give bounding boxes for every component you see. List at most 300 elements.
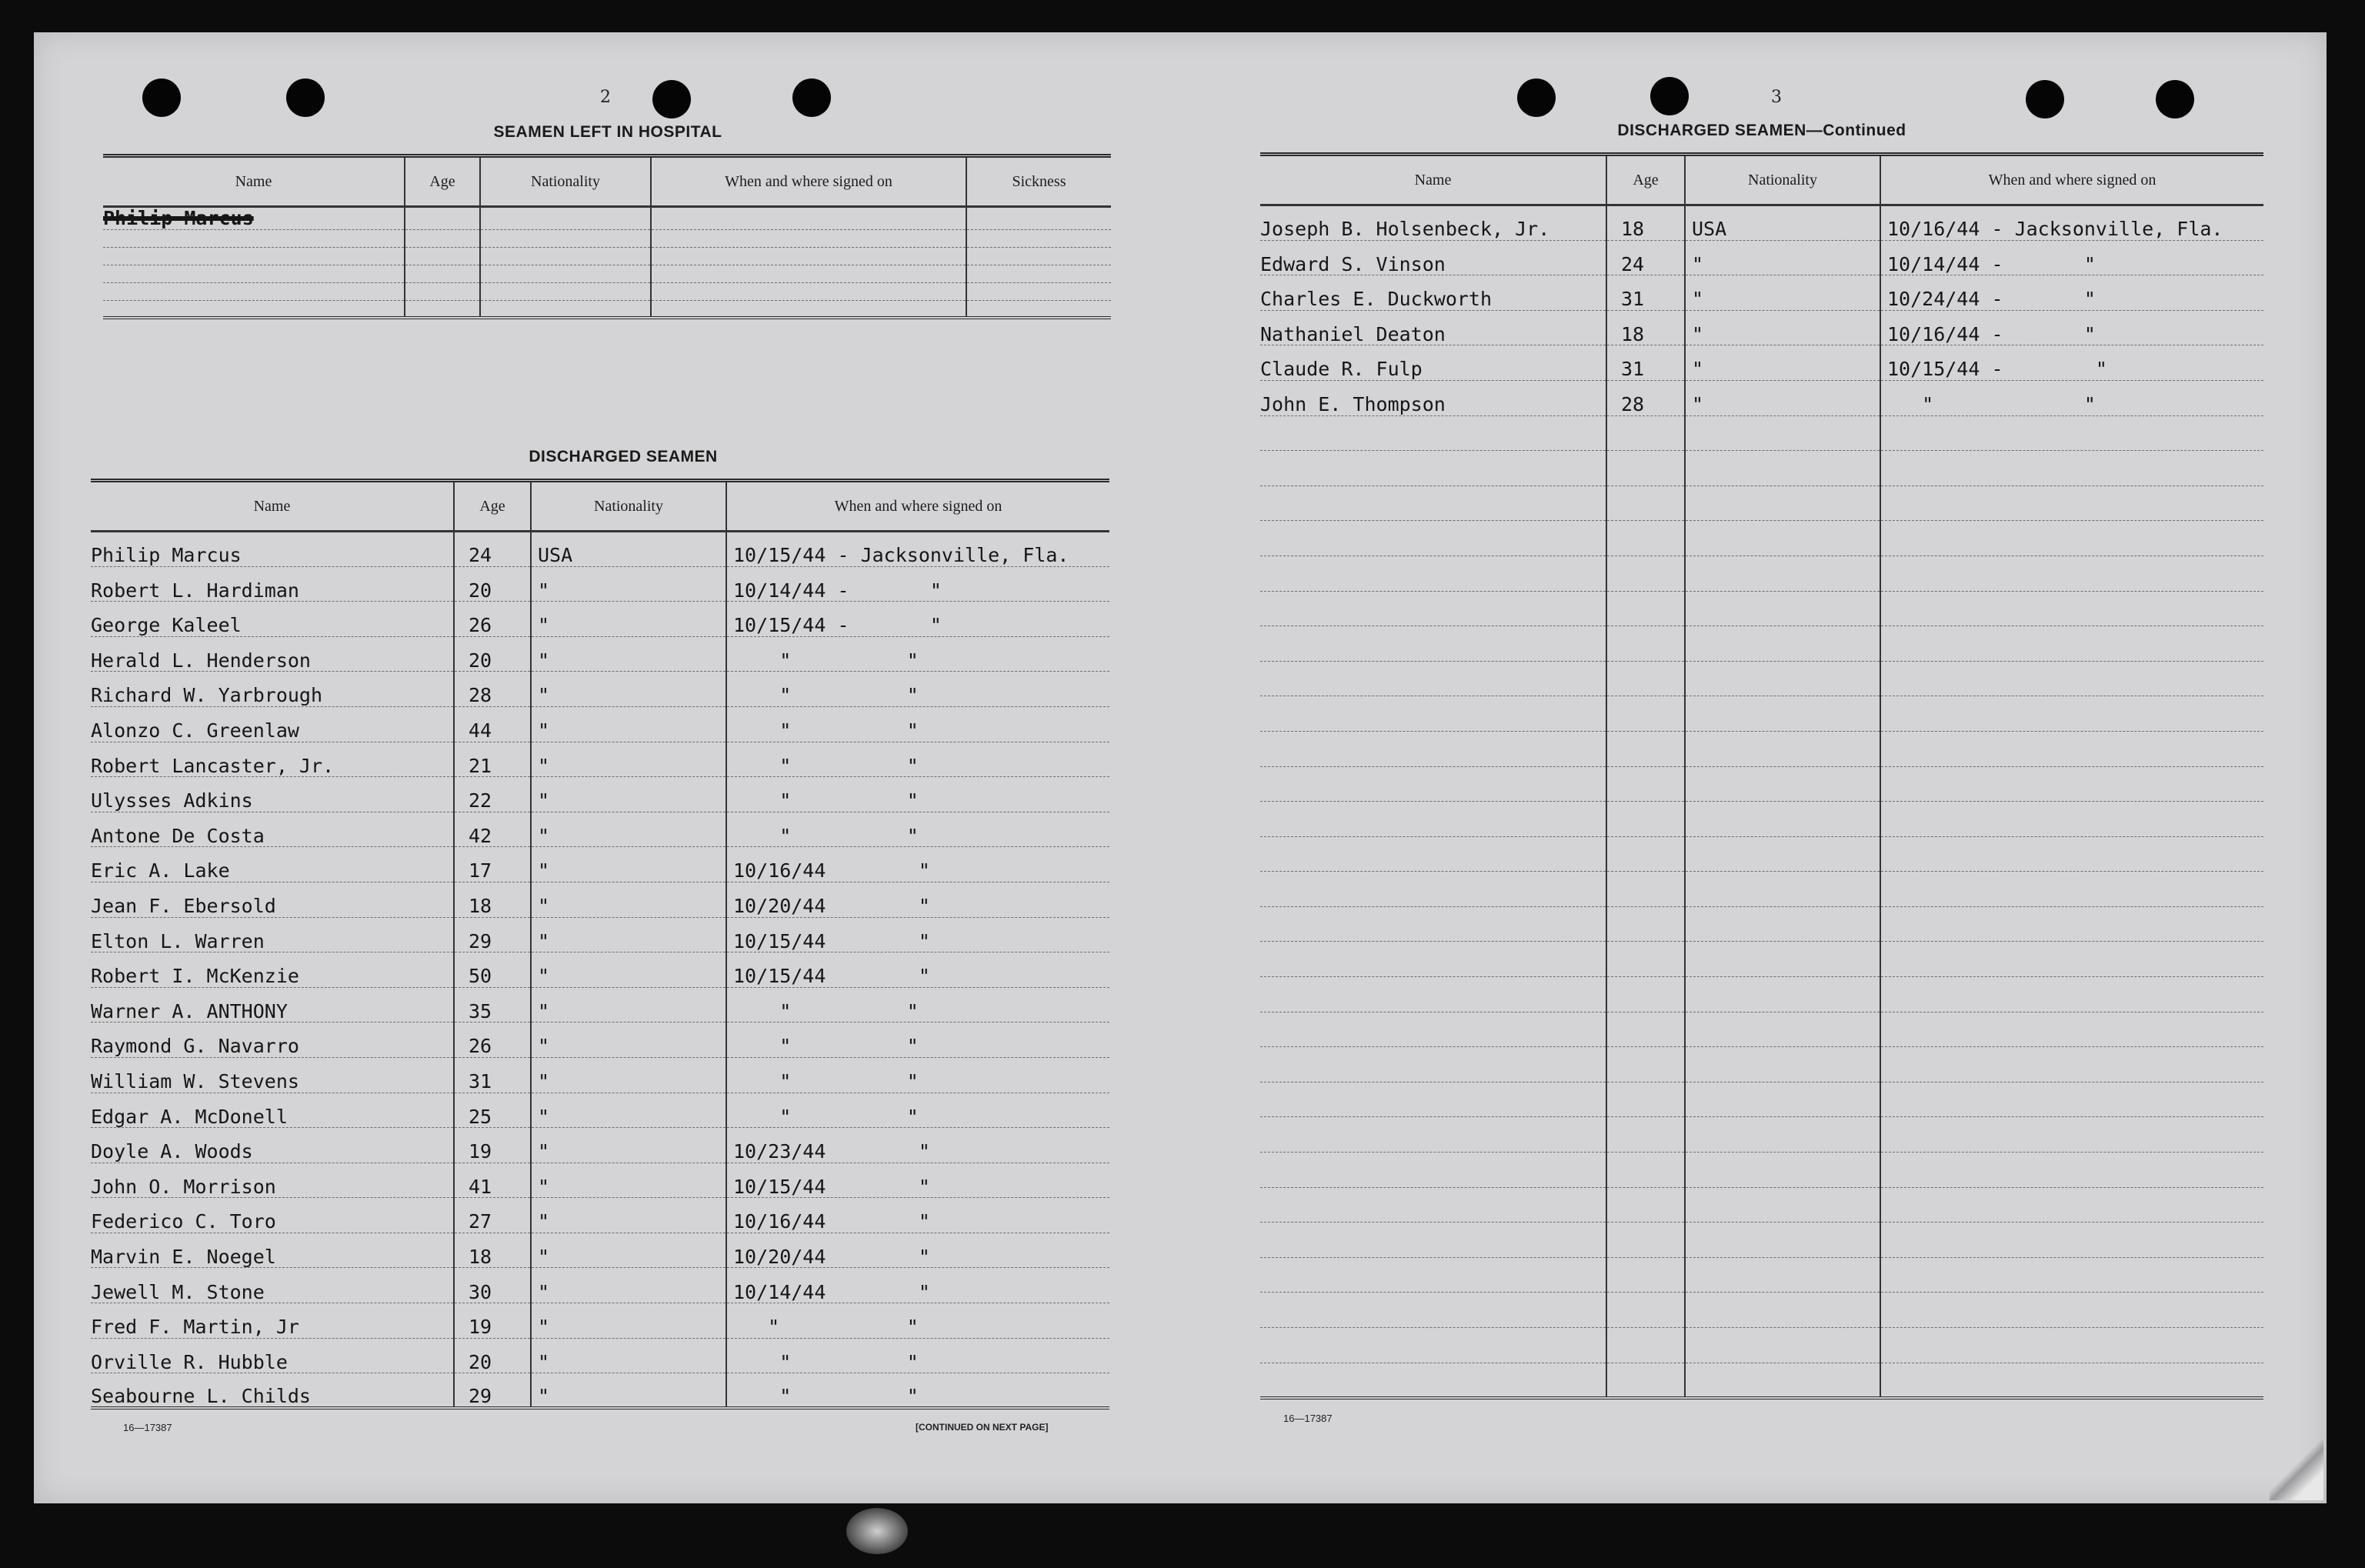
name-cell xyxy=(1260,942,1606,977)
name-cell xyxy=(1260,591,1606,626)
name-cell xyxy=(1260,802,1606,837)
table-row xyxy=(1260,1117,2263,1153)
age-cell: 20 xyxy=(454,636,531,672)
name-cell: Edward S. Vinson xyxy=(1260,240,1606,275)
binder-hole xyxy=(2026,80,2064,118)
nationality-cell xyxy=(1685,415,1880,451)
nationality-cell: " xyxy=(1685,310,1880,345)
table-row xyxy=(1260,1153,2263,1188)
nationality-cell: " xyxy=(531,1057,726,1093)
nationality-cell: USA xyxy=(1685,205,1880,241)
name-cell xyxy=(1260,485,1606,521)
table-row xyxy=(1260,1187,2263,1223)
name-cell xyxy=(1260,1012,1606,1047)
age-cell: 29 xyxy=(454,1373,531,1409)
table-row xyxy=(91,987,1109,1023)
age-cell: 44 xyxy=(454,706,531,742)
age-cell: 20 xyxy=(454,566,531,602)
table-row xyxy=(1260,1363,2263,1398)
age-cell: 26 xyxy=(454,1023,531,1058)
signed-on-cell: 10/16/44 - Jacksonville, Fla. xyxy=(1880,205,2263,241)
signed-on-cell xyxy=(1880,1187,2263,1223)
name-cell: John O. Morrison xyxy=(91,1163,454,1198)
name-cell xyxy=(103,229,405,247)
nationality-cell: " xyxy=(531,1093,726,1128)
name-cell xyxy=(103,247,405,265)
nationality-cell xyxy=(480,247,651,265)
name-cell: Federico C. Toro xyxy=(91,1198,454,1233)
signed-on-cell: 10/20/44 " xyxy=(726,882,1109,917)
age-cell xyxy=(1606,451,1685,486)
table-row xyxy=(91,672,1109,707)
signed-on-cell: 10/15/44 - " xyxy=(1880,345,2263,381)
signed-on-cell xyxy=(1880,521,2263,556)
table-row xyxy=(1260,626,2263,662)
age-cell: 50 xyxy=(454,952,531,988)
age-cell: 17 xyxy=(454,847,531,882)
nationality-cell xyxy=(480,300,651,318)
name-cell xyxy=(1260,555,1606,591)
discharged-table xyxy=(91,479,1109,1410)
name-cell: Claude R. Fulp xyxy=(1260,345,1606,381)
sickness-cell xyxy=(966,282,1111,300)
age-cell xyxy=(1606,696,1685,732)
name-cell: John E. Thompson xyxy=(1260,380,1606,415)
signed-on-cell: " " xyxy=(726,777,1109,812)
table-row xyxy=(1260,345,2263,381)
name-cell: Robert L. Hardiman xyxy=(91,566,454,602)
name-cell: Robert I. McKenzie xyxy=(91,952,454,988)
name-cell: George Kaleel xyxy=(91,602,454,637)
discharged-continued-table xyxy=(1260,152,2263,1400)
name-cell: Edgar A. McDonell xyxy=(91,1093,454,1128)
age-cell xyxy=(1606,1223,1685,1258)
table-row xyxy=(1260,521,2263,556)
table-row xyxy=(103,300,1111,318)
binder-hole xyxy=(792,78,831,117)
signed-on-cell: 10/24/44 - " xyxy=(1880,275,2263,311)
age-cell xyxy=(405,265,480,282)
age-cell xyxy=(1606,661,1685,696)
nationality-cell: " xyxy=(531,1163,726,1198)
nationality-cell: " xyxy=(531,1233,726,1268)
age-cell: 18 xyxy=(454,882,531,917)
nationality-cell xyxy=(1685,1047,1880,1083)
signed-on-cell xyxy=(1880,802,2263,837)
nationality-cell xyxy=(1685,906,1880,942)
nationality-cell xyxy=(1685,451,1880,486)
table-row xyxy=(91,602,1109,637)
signed-on-cell xyxy=(1880,591,2263,626)
nationality-cell xyxy=(1685,1082,1880,1117)
column-header-signed-on: When and where signed on xyxy=(651,156,966,207)
signed-on-cell xyxy=(1880,1153,2263,1188)
name-cell xyxy=(1260,1293,1606,1328)
name-cell xyxy=(1260,415,1606,451)
name-cell: Philip Marcus xyxy=(91,532,454,567)
signed-on-cell: " " xyxy=(726,1057,1109,1093)
table-row xyxy=(91,566,1109,602)
age-cell xyxy=(1606,1117,1685,1153)
scan-artifact xyxy=(846,1508,908,1554)
table-row xyxy=(1260,731,2263,766)
age-cell xyxy=(405,207,480,230)
signed-on-cell: " " xyxy=(726,1093,1109,1128)
age-cell: 31 xyxy=(1606,345,1685,381)
signed-on-cell xyxy=(1880,485,2263,521)
table-header-row xyxy=(1260,155,2263,205)
signed-on-cell: " " xyxy=(726,636,1109,672)
name-cell xyxy=(103,300,405,318)
name-cell xyxy=(103,265,405,282)
table-row xyxy=(1260,872,2263,907)
table-row xyxy=(1260,696,2263,732)
nationality-cell xyxy=(1685,872,1880,907)
page-number-right: 3 xyxy=(1771,88,1782,107)
age-cell xyxy=(1606,906,1685,942)
table-row xyxy=(91,952,1109,988)
name-cell: Richard W. Yarbrough xyxy=(91,672,454,707)
sickness-cell xyxy=(966,247,1111,265)
nationality-cell: " xyxy=(531,1373,726,1409)
name-cell: Elton L. Warren xyxy=(91,917,454,952)
name-cell: Joseph B. Holsenbeck, Jr. xyxy=(1260,205,1606,241)
age-cell: 24 xyxy=(454,532,531,567)
table-row xyxy=(1260,555,2263,591)
signed-on-cell xyxy=(1880,451,2263,486)
table-row xyxy=(1260,1223,2263,1258)
name-cell: Ulysses Adkins xyxy=(91,777,454,812)
name-cell: Jean F. Ebersold xyxy=(91,882,454,917)
table-row xyxy=(91,1128,1109,1163)
binder-hole xyxy=(2156,80,2194,118)
column-header-age: Age xyxy=(454,481,531,532)
table-row xyxy=(91,882,1109,917)
table-row xyxy=(91,777,1109,812)
table-row xyxy=(1260,1328,2263,1363)
nationality-cell: " xyxy=(531,1338,726,1373)
nationality-cell: " xyxy=(531,1303,726,1339)
age-cell: 29 xyxy=(454,917,531,952)
nationality-cell xyxy=(1685,1187,1880,1223)
nationality-cell: " xyxy=(531,636,726,672)
column-header-age: Age xyxy=(405,156,480,207)
signed-on-cell: 10/20/44 " xyxy=(726,1233,1109,1268)
name-cell: Charles E. Duckworth xyxy=(1260,275,1606,311)
nationality-cell xyxy=(1685,1223,1880,1258)
age-cell xyxy=(1606,415,1685,451)
table-row xyxy=(1260,977,2263,1013)
signed-on-cell xyxy=(1880,1223,2263,1258)
age-cell xyxy=(1606,626,1685,662)
nationality-cell: " xyxy=(1685,345,1880,381)
name-cell xyxy=(1260,906,1606,942)
table-row xyxy=(91,812,1109,847)
age-cell: 26 xyxy=(454,602,531,637)
age-cell: 21 xyxy=(454,742,531,777)
table-row xyxy=(1260,205,2263,241)
signed-on-cell: 10/15/44 " xyxy=(726,917,1109,952)
name-cell: Doyle A. Woods xyxy=(91,1128,454,1163)
age-cell xyxy=(1606,802,1685,837)
page-number-left: 2 xyxy=(600,88,611,107)
name-cell: William W. Stevens xyxy=(91,1057,454,1093)
name-cell: Eric A. Lake xyxy=(91,847,454,882)
signed-on-cell xyxy=(1880,661,2263,696)
name-cell: Warner A. ANTHONY xyxy=(91,987,454,1023)
column-header-nationality: Nationality xyxy=(1685,155,1880,205)
name-cell: Fred F. Martin, Jr xyxy=(91,1303,454,1339)
name-cell xyxy=(1260,661,1606,696)
column-header-age: Age xyxy=(1606,155,1685,205)
table-row xyxy=(1260,240,2263,275)
table-row xyxy=(103,229,1111,247)
nationality-cell xyxy=(1685,1328,1880,1363)
age-cell: 28 xyxy=(1606,380,1685,415)
nationality-cell: " xyxy=(531,672,726,707)
nationality-cell: " xyxy=(1685,380,1880,415)
age-cell xyxy=(1606,942,1685,977)
table-row xyxy=(91,1373,1109,1409)
name-cell xyxy=(1260,1082,1606,1117)
age-cell: 41 xyxy=(454,1163,531,1198)
nationality-cell: " xyxy=(531,777,726,812)
table-row xyxy=(1260,661,2263,696)
nationality-cell xyxy=(1685,1257,1880,1293)
binder-hole xyxy=(286,78,325,117)
name-cell xyxy=(1260,696,1606,732)
table-row xyxy=(91,1023,1109,1058)
nationality-cell xyxy=(1685,1293,1880,1328)
table-row xyxy=(91,1057,1109,1093)
age-cell xyxy=(1606,766,1685,802)
signed-on-cell xyxy=(1880,626,2263,662)
age-cell: 35 xyxy=(454,987,531,1023)
nationality-cell xyxy=(1685,555,1880,591)
table-row xyxy=(1260,591,2263,626)
nationality-cell: " xyxy=(531,742,726,777)
age-cell xyxy=(1606,1082,1685,1117)
nationality-cell xyxy=(1685,485,1880,521)
name-cell xyxy=(103,282,405,300)
table-row xyxy=(103,265,1111,282)
age-cell xyxy=(1606,977,1685,1013)
table-row xyxy=(91,1163,1109,1198)
signed-on-cell xyxy=(651,265,966,282)
age-cell xyxy=(1606,872,1685,907)
nationality-cell xyxy=(1685,1012,1880,1047)
nationality-cell: " xyxy=(531,566,726,602)
nationality-cell xyxy=(1685,942,1880,977)
hospital-table xyxy=(103,154,1111,319)
age-cell: 30 xyxy=(454,1268,531,1303)
signed-on-cell: 10/14/44 - " xyxy=(1880,240,2263,275)
table-row xyxy=(91,847,1109,882)
nationality-cell xyxy=(1685,1153,1880,1188)
nationality-cell: " xyxy=(531,917,726,952)
table-row xyxy=(1260,942,2263,977)
table-row xyxy=(1260,1012,2263,1047)
signed-on-cell: 10/15/44 " xyxy=(726,952,1109,988)
sickness-cell xyxy=(966,265,1111,282)
nationality-cell xyxy=(1685,661,1880,696)
table-row xyxy=(1260,415,2263,451)
table-row xyxy=(91,1268,1109,1303)
signed-on-cell xyxy=(651,247,966,265)
table-header-row xyxy=(91,481,1109,532)
signed-on-cell: " " xyxy=(726,706,1109,742)
signed-on-cell: 10/16/44 - " xyxy=(1880,310,2263,345)
nationality-cell xyxy=(480,207,651,230)
continued-note: [CONTINUED ON NEXT PAGE] xyxy=(916,1422,1049,1433)
signed-on-cell: 10/15/44 " xyxy=(726,1163,1109,1198)
table-row xyxy=(91,636,1109,672)
age-cell xyxy=(405,247,480,265)
signed-on-cell xyxy=(1880,1047,2263,1083)
signed-on-cell xyxy=(1880,872,2263,907)
table-row xyxy=(103,247,1111,265)
signed-on-cell xyxy=(1880,731,2263,766)
signed-on-cell xyxy=(1880,1012,2263,1047)
signed-on-cell: 10/14/44 " xyxy=(726,1268,1109,1303)
nationality-cell: " xyxy=(531,1128,726,1163)
name-cell xyxy=(1260,1363,1606,1398)
name-cell: Nathaniel Deaton xyxy=(1260,310,1606,345)
table-row xyxy=(91,1093,1109,1128)
nationality-cell xyxy=(1685,731,1880,766)
signed-on-cell xyxy=(1880,696,2263,732)
name-cell xyxy=(1260,1117,1606,1153)
age-cell: 18 xyxy=(1606,310,1685,345)
age-cell xyxy=(1606,1047,1685,1083)
signed-on-cell: " " xyxy=(726,672,1109,707)
signed-on-cell: " " xyxy=(726,987,1109,1023)
table-row xyxy=(91,1338,1109,1373)
signed-on-cell: " " xyxy=(1880,380,2263,415)
nationality-cell xyxy=(1685,521,1880,556)
age-cell: 28 xyxy=(454,672,531,707)
signed-on-cell xyxy=(1880,415,2263,451)
age-cell: 24 xyxy=(1606,240,1685,275)
age-cell xyxy=(1606,485,1685,521)
name-cell xyxy=(1260,521,1606,556)
signed-on-cell: 10/23/44 " xyxy=(726,1128,1109,1163)
signed-on-cell xyxy=(1880,766,2263,802)
age-cell xyxy=(405,300,480,318)
name-cell xyxy=(1260,836,1606,872)
age-cell: 31 xyxy=(1606,275,1685,311)
nationality-cell xyxy=(1685,1117,1880,1153)
age-cell: 25 xyxy=(454,1093,531,1128)
age-cell: 22 xyxy=(454,777,531,812)
table-row xyxy=(91,706,1109,742)
name-cell xyxy=(1260,731,1606,766)
nationality-cell: " xyxy=(531,882,726,917)
nationality-cell xyxy=(1685,766,1880,802)
table-row xyxy=(91,917,1109,952)
name-cell xyxy=(1260,1153,1606,1188)
signed-on-cell xyxy=(1880,1257,2263,1293)
table-row xyxy=(1260,802,2263,837)
table-row xyxy=(91,532,1109,567)
binder-hole xyxy=(142,78,181,117)
signed-on-cell: " " xyxy=(726,812,1109,847)
age-cell: 20 xyxy=(454,1338,531,1373)
column-header-name: Name xyxy=(91,481,454,532)
age-cell xyxy=(1606,555,1685,591)
name-cell: Raymond G. Navarro xyxy=(91,1023,454,1058)
signed-on-cell: 10/14/44 - " xyxy=(726,566,1109,602)
nationality-cell: " xyxy=(531,1023,726,1058)
age-cell xyxy=(1606,731,1685,766)
age-cell xyxy=(1606,1293,1685,1328)
discharged-continued-title: DISCHARGED SEAMEN—Continued xyxy=(1617,122,1906,139)
discharged-section-title: DISCHARGED SEAMEN xyxy=(529,448,718,465)
age-cell: 19 xyxy=(454,1128,531,1163)
age-cell xyxy=(405,282,480,300)
table-row xyxy=(91,742,1109,777)
age-cell xyxy=(1606,1328,1685,1363)
nationality-cell xyxy=(1685,802,1880,837)
sickness-cell xyxy=(966,229,1111,247)
age-cell: 19 xyxy=(454,1303,531,1339)
nationality-cell xyxy=(1685,836,1880,872)
age-cell xyxy=(1606,1187,1685,1223)
signed-on-cell xyxy=(1880,1328,2263,1363)
table-row xyxy=(1260,380,2263,415)
table-row xyxy=(1260,836,2263,872)
nationality-cell xyxy=(1685,696,1880,732)
nationality-cell xyxy=(480,282,651,300)
nationality-cell xyxy=(1685,626,1880,662)
name-cell xyxy=(1260,1187,1606,1223)
nationality-cell xyxy=(1685,591,1880,626)
table-row xyxy=(1260,275,2263,311)
table-row xyxy=(1260,766,2263,802)
age-cell xyxy=(1606,1257,1685,1293)
name-cell: Alonzo C. Greenlaw xyxy=(91,706,454,742)
name-cell xyxy=(1260,766,1606,802)
age-cell: 27 xyxy=(454,1198,531,1233)
signed-on-cell: " " xyxy=(726,1303,1109,1339)
age-cell: 42 xyxy=(454,812,531,847)
nationality-cell: USA xyxy=(531,532,726,567)
signed-on-cell xyxy=(1880,1117,2263,1153)
signed-on-cell xyxy=(651,300,966,318)
name-cell xyxy=(1260,872,1606,907)
nationality-cell xyxy=(480,265,651,282)
signed-on-cell: " " xyxy=(726,1338,1109,1373)
table-header-row xyxy=(103,156,1111,207)
signed-on-cell xyxy=(1880,1293,2263,1328)
signed-on-cell: 10/15/44 - " xyxy=(726,602,1109,637)
nationality-cell: " xyxy=(531,602,726,637)
signed-on-cell xyxy=(651,229,966,247)
binder-hole xyxy=(1650,77,1689,115)
age-cell xyxy=(1606,1153,1685,1188)
nationality-cell xyxy=(1685,977,1880,1013)
name-cell: Antone De Costa xyxy=(91,812,454,847)
column-header-nationality: Nationality xyxy=(480,156,651,207)
name-cell xyxy=(1260,451,1606,486)
column-header-name: Name xyxy=(103,156,405,207)
signed-on-cell: " " xyxy=(726,1373,1109,1409)
table-row xyxy=(91,1303,1109,1339)
name-cell: Jewell M. Stone xyxy=(91,1268,454,1303)
signed-on-cell: 10/16/44 " xyxy=(726,1198,1109,1233)
form-number-left: 16—17387 xyxy=(123,1422,172,1433)
name-cell: Philip Marcus xyxy=(103,207,405,230)
